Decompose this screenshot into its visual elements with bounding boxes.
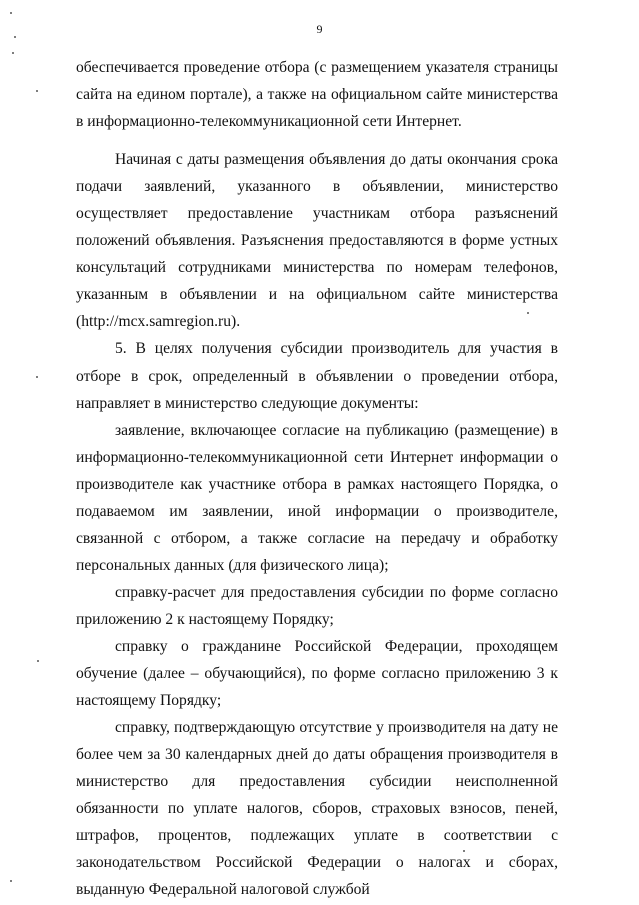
scan-speck [10, 880, 12, 882]
scan-speck [36, 90, 38, 92]
paragraph-4: заявление, включающее согласие на публикацию (размещение) в информационно-телекоммуникационной сети Интернет информации о производителе как участнике отбора в рамках настоящего Порядка, о подаваемом им заявлении, иной информации о производителе, связанной с отбором, а также согласие на передачу и обработку персональных данных (для физического лица); [76, 421, 558, 574]
scan-speck [12, 52, 14, 54]
scan-speck [527, 312, 529, 314]
paragraph-2: Начиная с даты размещения объявления до даты окончания срока подачи заявлений, указанного в объявлении, министерство осуществляет предоставление участникам отбора разъяснений положений объявления. Разъяснения предоставляются в форме устных консультаций сотрудниками министерства по номерам телефонов, указанным в объявлении и на официальном сайте министерства (http://mcx.samregion.ru). [76, 151, 558, 331]
scan-speck [10, 12, 12, 14]
scan-speck [37, 660, 39, 662]
body-text [76, 54, 558, 903]
paragraph-7: справку, подтверждающую отсутствие у производителя на дату не более чем за 30 календарных дней до даты обращения производителя в министерство для предоставления субсидии неисполненной обязанности по уплате налогов, сборов, страховых взносов, пеней, штрафов, процентов, подлежащих уплате в соответствии с законодательством Российской Федерации о налогах и сборах, выданную Федеральной налоговой службой [76, 719, 558, 899]
paragraph-6: справку о гражданине Российской Федерации, проходящем обучение (далее – обучающийся), по форме согласно приложению 3 к настоящему Порядку; [76, 637, 558, 710]
scan-speck [463, 850, 465, 852]
paragraph-1: обеспечивается проведение отбора (с размещением указателя страницы сайта на едином портале), а также на официальном сайте министерства в информационно-телекоммуникационной сети Интернет. [76, 59, 558, 131]
scan-speck [14, 36, 16, 38]
paragraph-5: справку-расчет для предоставления субсидии по форме согласно приложению 2 к настоящему Порядку; [76, 583, 558, 628]
page-number: 9 [316, 22, 323, 36]
scan-speck [36, 376, 38, 378]
paragraph-3: 5. В целях получения субсидии производитель для участия в отборе в срок, определенный в объявлении о проведении отбора, направляет в министерство следующие документы: [76, 340, 558, 412]
